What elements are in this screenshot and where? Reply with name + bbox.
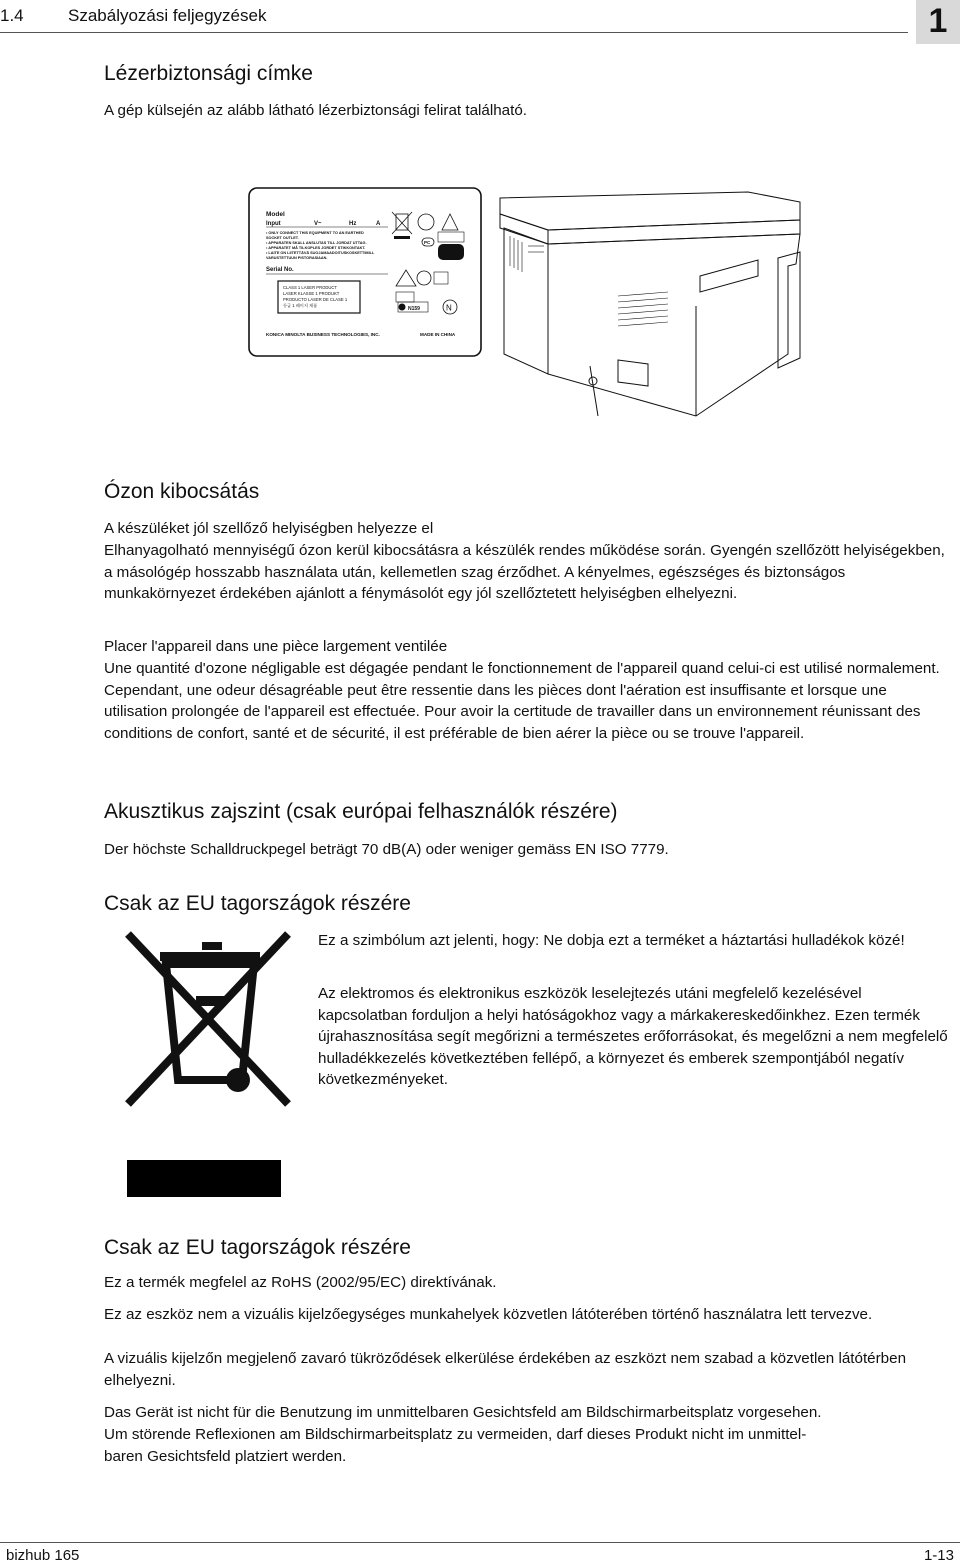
laser-heading: Lézerbiztonsági címke bbox=[104, 62, 313, 85]
label-warning-3: • APPARATEN SKALL ANSLUTAS TILL JORDAT UTTAG. bbox=[266, 241, 367, 245]
chapter-tab bbox=[916, 0, 960, 44]
class-line-3: PRODUCTO LASER DE CLASE 1 bbox=[283, 297, 348, 302]
class-line-2: LASER KLASSE 1 PRODUKT bbox=[283, 291, 340, 296]
label-model: Model bbox=[266, 211, 285, 218]
label-made-in: MADE IN CHINA bbox=[420, 332, 456, 337]
label-warning-6: VARUSTETTUUN PISTORASIAAN. bbox=[266, 256, 328, 260]
footer-page-number: 1-13 bbox=[923, 1547, 954, 1564]
label-warning-1: • ONLY CONNECT THIS EQUIPMENT TO AN EARTHED bbox=[266, 231, 364, 235]
pc-label: PC bbox=[424, 240, 431, 245]
noise-text: Der höchste Schalldruckpegel beträgt 70 dB(A) oder weniger gemäss EN ISO 7779. bbox=[104, 841, 669, 858]
gs-mark-icon bbox=[438, 244, 464, 260]
footer-divider bbox=[0, 1542, 960, 1543]
laser-label-illustration bbox=[248, 186, 804, 422]
rohs-paragraph-1: Ez a termék megfelel az RoHS (2002/95/EC) direktívának. bbox=[104, 1274, 497, 1291]
footer-product: bizhub 165 bbox=[6, 1547, 80, 1564]
weee-paragraph-2: Az elektromos és elektronikus eszközök leselejtezés utáni megfelelő kezelésével kapcsolatban forduljon a helyi hatóságokhoz vagy a márkakereskedőinkhez. Ezen termék újrahasznosítása segít megőrizni a természetes erőforrásokat, és megelőzni a nem megfelelő hulladékkezelés következtében fellépő, a környezet és emberek szempontjából negatív következményeket. bbox=[318, 985, 948, 1089]
label-input: Input bbox=[266, 221, 281, 227]
weee-bar bbox=[127, 1160, 281, 1197]
copier-illustration bbox=[500, 192, 800, 416]
chapter-number: 1 bbox=[928, 2, 948, 40]
n-mark-label: N bbox=[446, 303, 452, 313]
rohs-paragraph-3b: Um störende Reflexionen am Bildschirmarbeitsplatz zu vermeiden, darf dieses Produkt nicht im unmittel- bbox=[104, 1426, 807, 1443]
weee-heading: Csak az EU tagországok részére bbox=[104, 892, 411, 915]
label-hz: Hz bbox=[349, 221, 357, 227]
header-divider bbox=[0, 32, 908, 33]
ozone-paragraph: Elhanyagolható mennyiségű ózon kerül kibocsátásra a készülék rendes működése során. Gyengén szellőzött helyiségekben, a másológép hosszabb használata után, kellemetlen szag érződhet. A kényelmes, egészséges és biztonságos munkakörnyezet érdekében ajánlott a fénymásolót egy jól szellőztetett helyiségben elhelyezni. bbox=[104, 542, 945, 603]
label-serial: Serial No. bbox=[266, 267, 294, 273]
class-line-4: 등급 1 레이저 제품 bbox=[283, 303, 318, 308]
noise-heading: Akusztikus zajszint (csak európai felhasználók részére) bbox=[104, 800, 618, 823]
rohs-paragraph-2a: Ez az eszköz nem a vizuális kijelzőegységes munkahelyek közvetlen látóterében történő használatra lett tervezve. bbox=[104, 1306, 873, 1323]
section-title: Szabályozási feljegyzések bbox=[68, 6, 267, 25]
class-line-1: CLASS 1 LASER PRODUCT bbox=[283, 285, 337, 290]
label-v: V~ bbox=[314, 221, 322, 227]
rohs-heading: Csak az EU tagországok részére bbox=[104, 1236, 411, 1259]
ozone-fr-line-1: Placer l'appareil dans une pièce largement ventilée bbox=[104, 638, 448, 655]
crossed-bin-icon bbox=[120, 928, 296, 1108]
n159-label: N159 bbox=[408, 306, 420, 312]
ozone-heading: Ózon kibocsátás bbox=[104, 480, 260, 503]
weee-paragraph-1: Ez a szimbólum azt jelenti, hogy: Ne dobja ezt a terméket a háztartási hulladékok közé! bbox=[318, 932, 905, 949]
section-number: 1.4 bbox=[0, 6, 24, 25]
copier-vents bbox=[510, 236, 668, 326]
rohs-paragraph-2b: A vizuális kijelzőn megjelenő zavaró tükröződések elkerülése érdekében az eszközt nem szabad a közvetlen látótérben elhelyezni. bbox=[104, 1350, 907, 1389]
ozone-fr-paragraph: Une quantité d'ozone négligable est dégagée pendant le fonctionnement de l'appareil quand celui-ci est utilisé normalement. Cependant, une odeur désagréable peut être ressentie dans les pièces dont l'aération est insuffisante et lorsque une utilisation prolongée de l'appareil est effectuée. Pour avoir la certitude de travailler dans un environnement réunissant des conditions de confort, santé et de sécurité, il est préférable de bien aérer la pièce ou se trouve l'appareil. bbox=[104, 660, 940, 742]
rohs-paragraph-3a: Das Gerät ist nicht für die Benutzung im unmittelbaren Gesichtsfeld am Bildschirmarbeitsplatz vorgesehen. bbox=[104, 1404, 822, 1421]
rohs-paragraph-3c: baren Gesichtsfeld platziert werden. bbox=[104, 1448, 347, 1465]
laser-intro: A gép külsején az alább látható lézerbiztonsági felirat található. bbox=[104, 102, 527, 119]
label-warning-5: • LAITE ON LIITETTÄVÄ SUOJAMAADOITUSKOSKETTIMILL bbox=[266, 251, 375, 255]
label-warning-2: SOCKET OUTLET. bbox=[266, 236, 299, 240]
label-warning-4: • APPARATET MÅ TILKOPLES JORDET STIKKONTAKT. bbox=[266, 246, 366, 250]
ozone-line-1: A készüléket jól szellőző helyiségben helyezze el bbox=[104, 520, 434, 537]
label-company: KONICA MINOLTA BUSINESS TECHNOLOGIES, INC. bbox=[266, 332, 380, 337]
label-a: A bbox=[376, 221, 381, 227]
